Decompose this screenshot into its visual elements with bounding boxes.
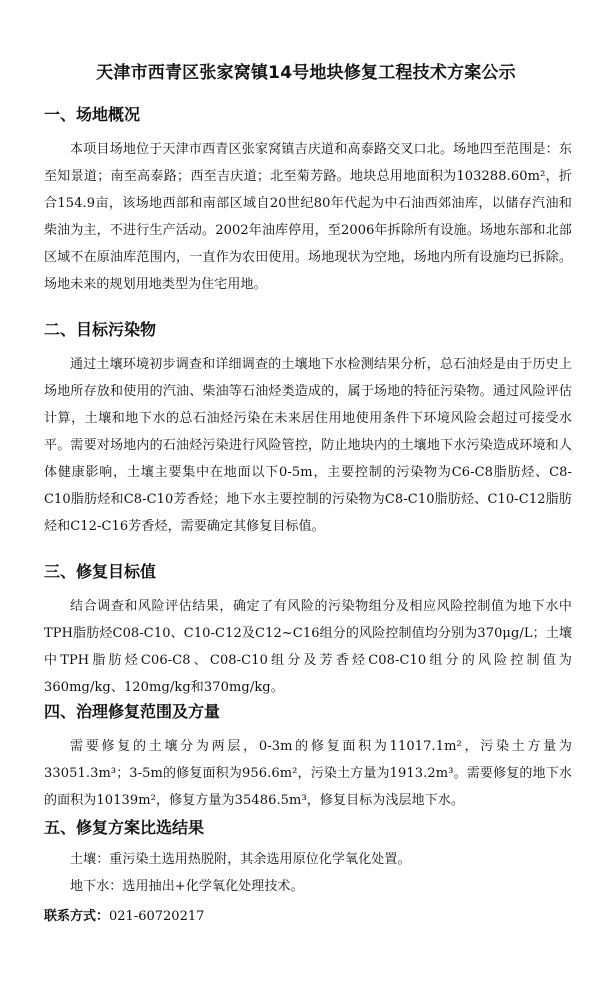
contact-label: 联系方式： [44,909,110,924]
section-heading: 二、目标污染物 [44,320,157,339]
section-remediation-targets [44,560,572,701]
section-paragraph: 地下水：选用抽出+化学氧化处理技术。 [70,879,304,894]
section-remediation-plan [44,816,572,900]
section-heading: 三、修复目标值 [44,562,157,581]
section-paragraph: 本项目场地位于天津市西青区张家窝镇吉庆道和高泰路交叉口北。场地四至范围是：东至知景道；南至高泰路；西至吉庆道；北至菊芳路。地块总用地面积为103288.60m²，折合154.9亩，该场地西部和南部区域自20世纪80年代起为中石油西郊油库，以储存汽油和柴油为主，不进行生产活动。2002年油库停用，至2006年拆除所有设施。场地东部和北部区域不在原油库范围内，一直作为农田使用。场地现状为空地，场地内所有设施均已拆除。场地未来的规划用地类型为住宅用地。 [44,142,572,292]
section-heading: 四、治理修复范围及方量 [44,702,221,721]
document-title: 天津市西青区张家窝镇14号地块修复工程技术方案公示 [96,63,516,83]
contact-line [44,906,204,928]
section-paragraph: 通过土壤环境初步调查和详细调查的土壤地下水检测结果分析，总石油烃是由于历史上场地所存放和使用的汽油、柴油等石油烃类造成的，属于场地的特征污染物。通过风险评估计算，土壤和地下水的总石油烃污染在未来居住用地使用条件下环境风险会超过可接受水平。需要对场地内的石油烃污染进行风险管控，防止地块内的土壤地下水污染造成环境和人体健康影响，土壤主要集中在地面以下0-5m，主要控制的污染物为C6-C8脂肪烃、C8-C10脂肪烃和C8-C10芳香烃；地下水主要控制的污染物为C8-C10脂肪烃、C10-C12脂肪烃和C12-C16芳香烃，需要确定其修复目标值。 [44,357,572,534]
section-target-pollutants [44,318,572,540]
section-site-overview [44,103,572,298]
contact-phone: 021-60720217 [109,909,205,924]
section-heading: 五、修复方案比选结果 [44,818,205,837]
section-paragraph: 结合调查和风险评估结果，确定了有风险的污染物组分及相应风险控制值为地下水中TPH脂肪烃C08-C10、C10-C12及C12~C16组分的风险控制值均分别为370μg/L；土壤中TPH脂肪烃C06-C8、C08-C10组分及芳香烃C08-C10组分的风险控制值为360mg/kg、120mg/kg和370mg/kg。 [44,599,572,695]
section-paragraph: 需要修复的土壤分为两层，0-3m的修复面积为11017.1m²，污染土方量为33051.3m³；3-5m的修复面积为956.6m²，污染土方量为1913.2m³。需要修复的地下水的面积为10139m²，修复方量为35486.5m³，修复目标为浅层地下水。 [44,739,572,808]
section-paragraph: 土壤：重污染土选用热脱附，其余选用原位化学氧化处置。 [70,852,411,867]
section-remediation-scope [44,700,572,814]
section-heading: 一、场地概况 [44,105,141,124]
